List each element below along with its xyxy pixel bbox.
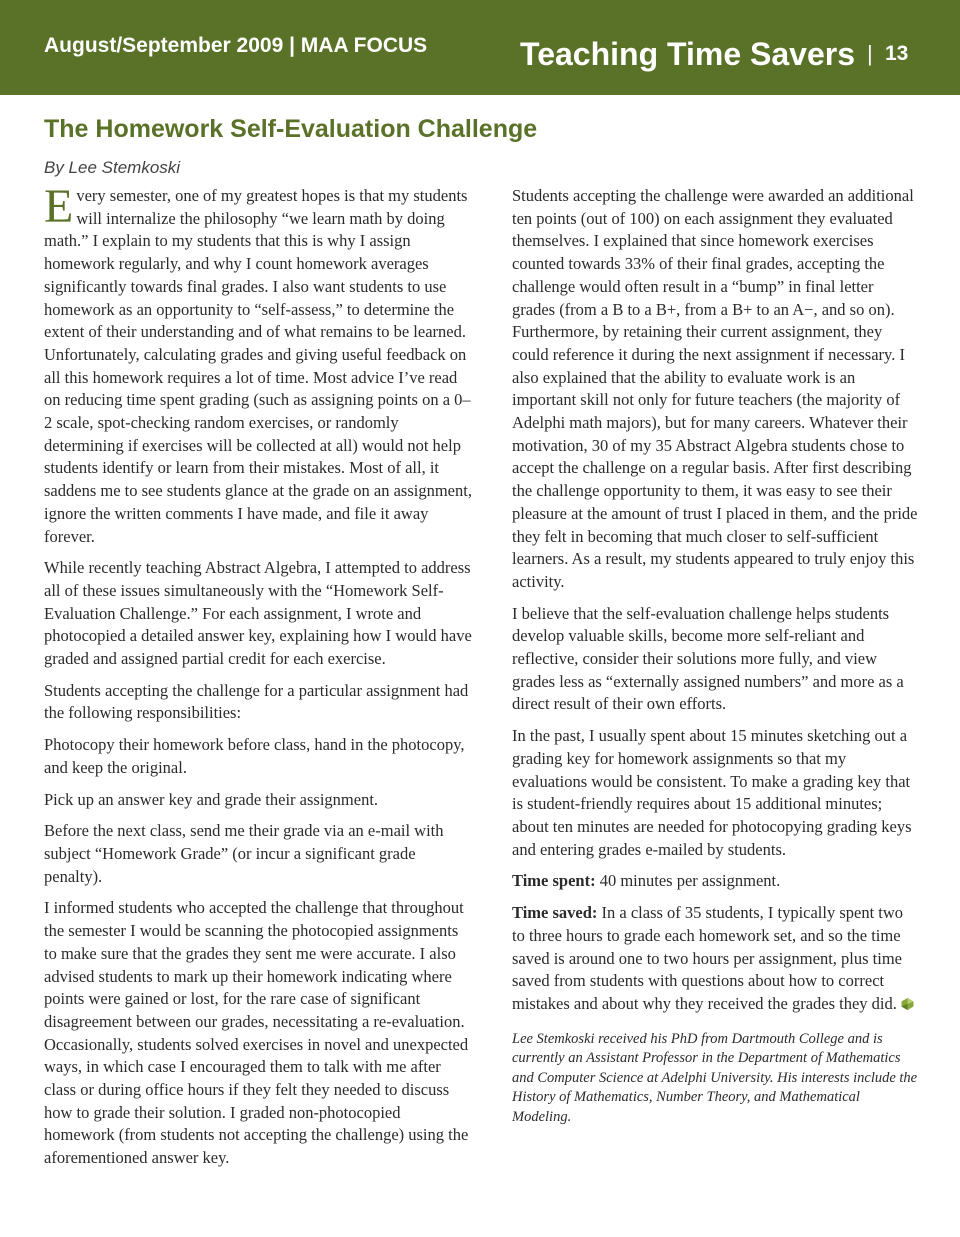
right-column <box>512 185 918 1137</box>
issue-info: August/September 2009 | MAA FOCUS <box>44 34 428 57</box>
paragraph: I informed students who accepted the challenge that throughout the semester I would be scanning the photocopied assignments to make sure that the grades they sent me were accurate. I also advised students to mark up their homework indicating where points were gained or lost, for the rare case of significant disagreement between our grades, necessitating a re-evaluation. Occasionally, students solved exercises in novel and unexpected ways, in which case I encouraged them to talk with me after class or during office hours if they felt they needed to discuss how to grade their solution. I graded non-photocopied homework (from students not accepting the challenge) using the aforementioned answer key. <box>44 898 469 1168</box>
time-spent-label: Time spent: <box>512 871 596 891</box>
paragraph <box>44 180 474 548</box>
paragraph: In the past, I usually spent about 15 minutes sketching out a grading key for homework assignments so that my evaluations would be consistent. To make a grading key that is student-friendly requires about 15 additional minutes; about ten minutes are needed for photocopying grading keys and entering grades e-mailed by students. <box>512 726 912 859</box>
article-byline: By Lee Stemkoski <box>44 158 181 177</box>
paragraph: While recently teaching Abstract Algebra, I attempted to address all of these issues simultaneously with the “Homework Self-Evaluation Challenge.” For each assignment, I wrote and photocopied a detailed answer key, explaining how I would have graded and assigned partial credit for each exercise. <box>44 558 472 669</box>
author-bio-text: Lee Stemkoski received his PhD from Dartmouth College and is currently an Assistant Professor in the Department of Mathematics and Computer Science at Adelphi University. His interests include the History of Mathematics, Number Theory, and Mathematical Modeling. <box>512 1030 918 1125</box>
author-bio <box>512 1030 918 1128</box>
paragraph: Students accepting the challenge for a particular assignment had the following responsibilities: <box>44 680 469 723</box>
time-saved-label: Time saved: <box>512 903 598 923</box>
time-saved-paragraph <box>512 902 918 1016</box>
paragraph: Students accepting the challenge were awarded an additional ten points (out of 100) on each assignment they evaluated themselves. I explained that since homework exercises counted towards 33% of their final grades, accepting the challenge would often result in a “bump” in final letter grades (from a B to a B+, from a B+ to an A−, and so on). Furthermore, by retaining their current assignment, they could reference it during the next assignment if necessary. I also explained that the ability to evaluate work is an important skill not only for future teachers (the majority of Adelphi math majors), but for many careers. Whatever their motivation, 30 of my 35 Abstract Algebra students chose to accept the challenge on a regular basis. After first describing the challenge opportunity to them, it was easy to see their pleasure at the amount of trust I placed in them, and the pride they felt in becoming that much closer to self-sufficient learners. As a result, my students appeared to truly enjoy this activity. <box>512 186 918 591</box>
paragraph-text: very semester, one of my greatest hopes is that my students will internalize the philosophy “we learn math by doing math.” I explain to my students that this is why I assign homework regularly, and why I count homework averages significantly towards final grades. I also want students to use homework as an opportunity to “self-assess,” to determine the extent of their understanding and of what remains to be learned. Unfortunately, calculating grades and giving useful feedback on all this homework requires a lot of time. Most advice I’ve read on reducing time spent grading (such as assigning points on a 0–2 scale, spot-checking random exercises, or randomly determining if exercises will be collected at all) would not help students identify or learn from their mistakes. Most of all, it saddens me to see students glance at the grade on an assignment, ignore the written comments I have made, and file it away forever. <box>44 186 472 546</box>
page-number: 13 <box>885 42 909 65</box>
section-title: Teaching Time Savers <box>520 36 855 72</box>
paragraph: Pick up an answer key and grade their assignment. <box>44 789 379 809</box>
paragraph: Photocopy their homework before class, hand in the photocopy, and keep the original. <box>44 735 465 777</box>
page-header <box>0 0 960 95</box>
time-spent-paragraph <box>512 870 918 893</box>
end-of-article-leaf-icon <box>901 998 914 1010</box>
drop-cap: E <box>44 180 74 233</box>
paragraph: Before the next class, send me their grade via an e-mail with subject “Homework Grade” (or incur a significant grade penalty). <box>44 821 444 886</box>
article-title: The Homework Self-Evaluation Challenge <box>44 115 538 143</box>
left-column <box>44 180 474 1179</box>
header-separator: | <box>867 41 873 66</box>
time-saved-text: In a class of 35 students, I typically spent two to three hours to grade each homework set, and so the time saved is around one to two hours per assignment, plus time saved from students with questions about how to correct mistakes and about why they received the grades they did. <box>512 903 904 1013</box>
paragraph: I believe that the self-evaluation challenge helps students develop valuable skills, become more self-reliant and reflective, consider their solutions more fully, and view grades less as “externally assigned numbers” and more as a direct result of their own efforts. <box>512 603 904 714</box>
time-spent-text: 40 minutes per assignment. <box>595 871 781 891</box>
